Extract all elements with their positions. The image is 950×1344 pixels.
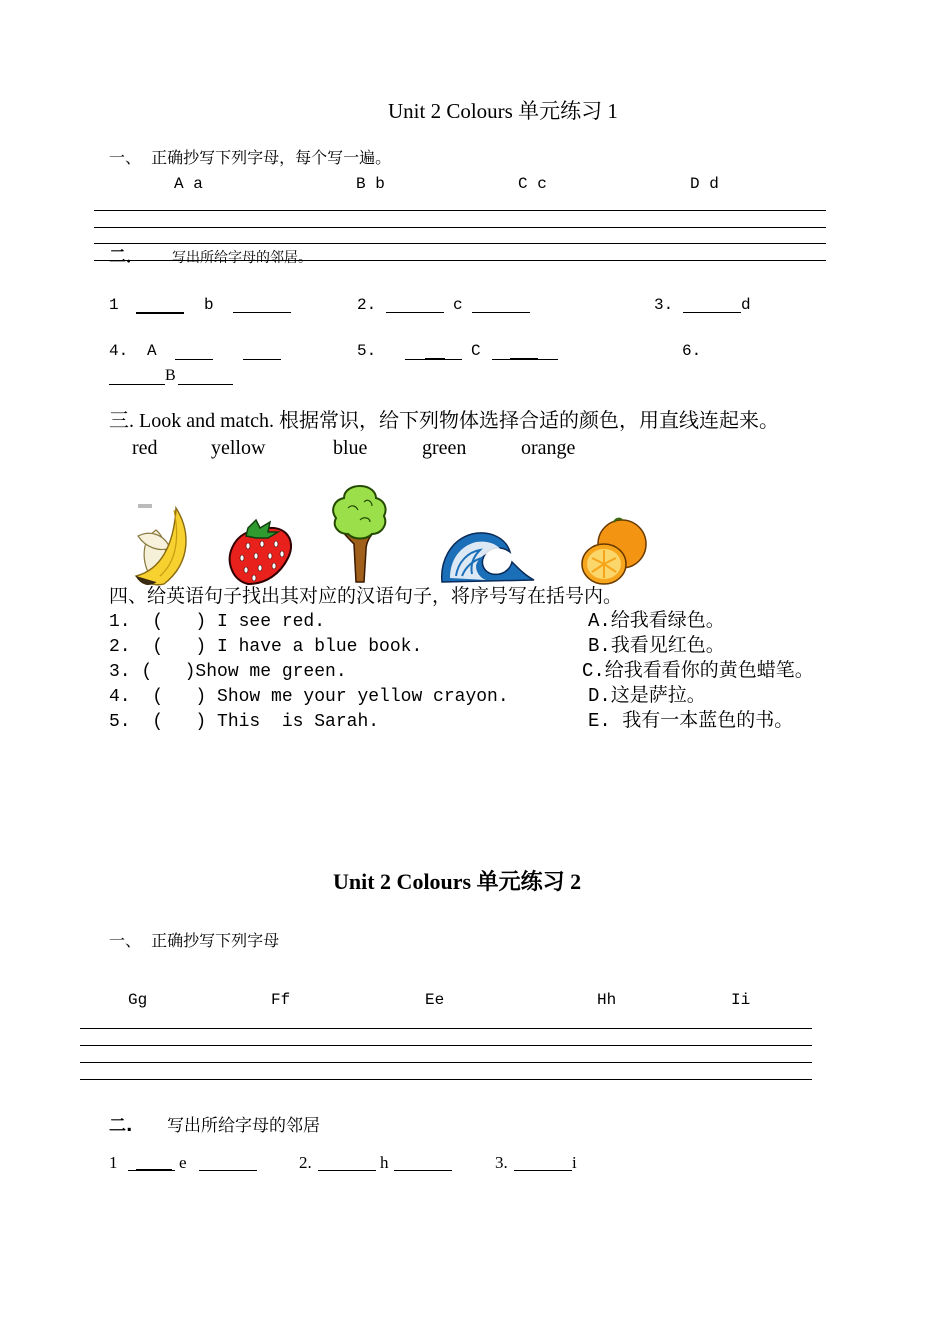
orange-picture — [580, 516, 650, 586]
letter-Aa: A a — [174, 175, 203, 193]
q4-letter: A — [147, 342, 157, 360]
worksheet2-section2-number: 二. — [109, 1116, 133, 1136]
letter-Cc: C c — [518, 175, 547, 193]
writing-line — [80, 1045, 812, 1046]
answer-blank[interactable] — [175, 359, 213, 360]
writing-line — [94, 243, 826, 244]
answer-blank[interactable] — [386, 312, 444, 313]
q1-letter: b — [204, 296, 214, 314]
color-word-yellow: yellow — [211, 437, 266, 459]
worksheet1-section2-number: 二． — [109, 247, 143, 267]
q4-number: 4. — [109, 342, 129, 360]
match-sentence-en: 1. ( ) I see red. — [109, 612, 326, 632]
color-word-blue: blue — [333, 437, 368, 459]
answer-blank[interactable] — [318, 1170, 376, 1171]
letter-Ff: Ff — [271, 991, 291, 1009]
writing-line — [94, 227, 826, 228]
letter-Hh: Hh — [597, 991, 617, 1009]
w2-q2-number: 2. — [299, 1153, 312, 1172]
answer-blank[interactable] — [243, 359, 281, 360]
w2-q2-letter: h — [380, 1153, 389, 1172]
worksheet1-title: Unit 2 Colours 单元练习 1 — [388, 99, 618, 123]
writing-line — [94, 210, 826, 211]
answer-blank-bold — [136, 1169, 172, 1171]
answer-blank[interactable] — [394, 1170, 452, 1171]
q2-number: 2. — [357, 296, 377, 314]
q3-letter: d — [741, 296, 751, 314]
q1-number: 1 — [109, 296, 119, 314]
worksheet2-section1-heading: 一、 正确抄写下列字母 — [109, 931, 280, 950]
banana-picture — [130, 500, 200, 588]
w2-q3-number: 3. — [495, 1153, 508, 1172]
letter-Ii: Ii — [731, 991, 751, 1009]
writing-line — [80, 1028, 812, 1029]
w2-q1-number: 1 — [109, 1153, 118, 1172]
w2-q1-letter: e — [179, 1153, 187, 1172]
match-sentence-zh: C.给我看看你的黄色蜡笔。 — [582, 660, 814, 682]
match-sentence-zh: E. 我有一本蓝色的书。 — [588, 710, 794, 732]
match-sentence-zh: B.我看见红色。 — [588, 635, 725, 657]
wave-picture — [440, 526, 536, 584]
answer-blank[interactable] — [199, 1170, 257, 1171]
worksheet2-title: Unit 2 Colours 单元练习 2 — [333, 869, 582, 894]
letter-Dd: D d — [690, 175, 719, 193]
worksheet1-section1-heading: 一、 正确抄写下列字母，每个写一遍。 — [109, 148, 392, 167]
q6-letter: B — [165, 367, 176, 384]
match-sentence-en: 2. ( ) I have a blue book. — [109, 637, 423, 657]
writing-line — [80, 1079, 812, 1080]
answer-blank[interactable] — [472, 312, 530, 313]
letter-Bb: B b — [356, 175, 385, 193]
w2-q3-letter: i — [572, 1153, 577, 1172]
tree-picture — [330, 484, 390, 584]
q3-number: 3. — [654, 296, 674, 314]
q5-number: 5. — [357, 342, 377, 360]
answer-blank-bold — [425, 358, 445, 360]
answer-blank[interactable] — [136, 312, 184, 314]
worksheet1-section3-heading: 三. Look and match. 根据常识，给下列物体选择合适的颜色，用直线连起来。 — [109, 410, 779, 432]
match-sentence-en: 5. ( ) This is Sarah. — [109, 712, 380, 732]
worksheet1-section2-heading: 写出所给字母的邻居。 — [172, 250, 312, 266]
writing-line — [80, 1062, 812, 1063]
q2-letter: c — [453, 296, 463, 314]
answer-blank-bold — [510, 358, 538, 360]
match-sentence-en: 3. ( )Show me green. — [109, 662, 347, 682]
worksheet1-section4-heading: 四、给英语句子找出其对应的汉语句子，将序号写在括号内。 — [109, 585, 623, 607]
color-word-orange: orange — [521, 437, 576, 459]
match-sentence-zh: D.这是萨拉。 — [588, 685, 706, 707]
letter-Gg: Gg — [128, 991, 148, 1009]
color-word-green: green — [422, 437, 467, 459]
answer-blank[interactable] — [109, 384, 165, 385]
q5-letter: C — [471, 342, 481, 360]
answer-blank[interactable] — [233, 312, 291, 313]
strawberry-picture — [226, 518, 296, 586]
color-word-red: red — [132, 437, 158, 459]
answer-blank[interactable] — [683, 312, 741, 313]
answer-blank[interactable] — [514, 1170, 572, 1171]
match-sentence-zh: A.给我看绿色。 — [588, 610, 725, 632]
worksheet2-section2-heading: 写出所给字母的邻居 — [167, 1116, 320, 1136]
q6-number: 6. — [682, 342, 702, 360]
answer-blank[interactable] — [178, 384, 233, 385]
match-sentence-en: 4. ( ) Show me your yellow crayon. — [109, 687, 509, 707]
letter-Ee: Ee — [425, 991, 445, 1009]
